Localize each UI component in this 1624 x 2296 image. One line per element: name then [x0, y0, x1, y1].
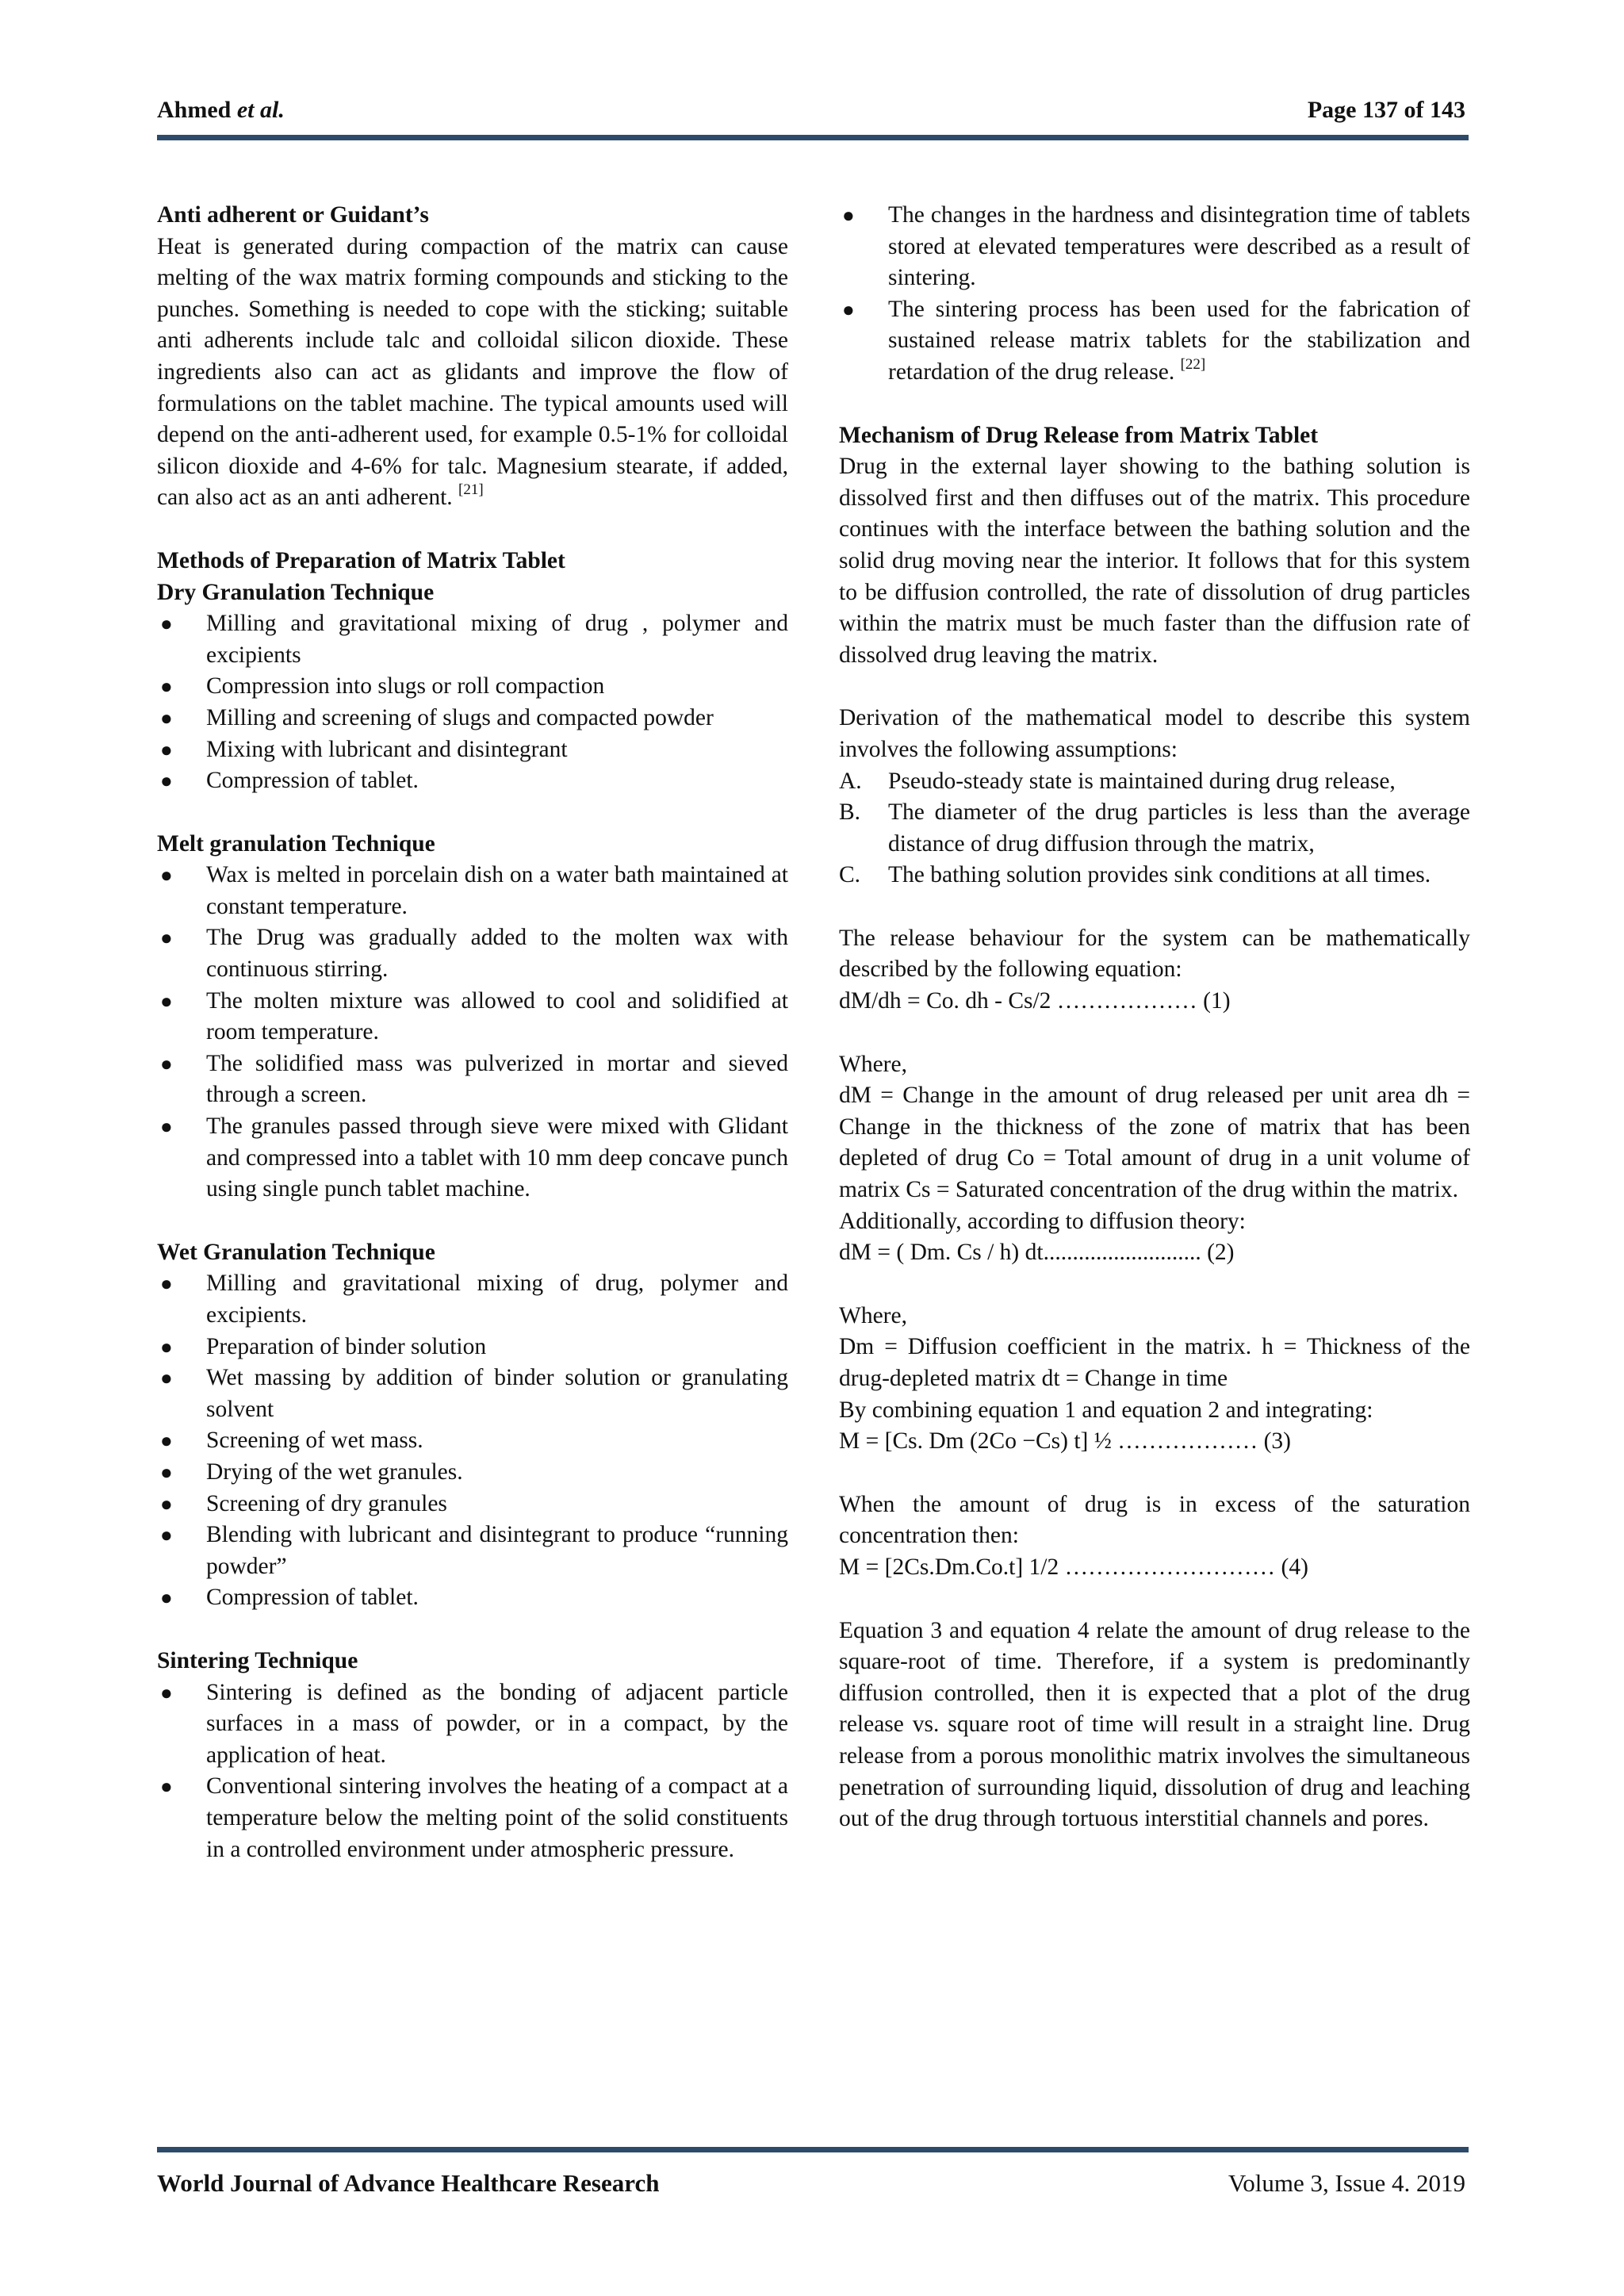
mechanism-heading: Mechanism of Drug Release from Matrix Tablet: [839, 422, 1319, 448]
list-item: ● Milling and gravitational mixing of drug , polymer and excipients: [157, 608, 788, 671]
sintering-heading: Sintering Technique: [157, 1647, 358, 1673]
wet-granulation-heading: Wet Granulation Technique: [157, 1239, 435, 1265]
list-item: ● Compression of tablet.: [157, 765, 788, 797]
list-item: ● The granules passed through sieve were mixed with Glidant and compressed into a tablet with 10 mm deep concave punch using single punch tablet machine.: [157, 1111, 788, 1205]
where-definitions: Dm = Diffusion coefficient in the matrix. h = Thickness of the drug-depleted matrix dt = Change in time: [839, 1334, 1470, 1391]
anti-adherent-heading: Anti adherent or Guidant’s: [157, 202, 429, 228]
page-footer: [157, 2169, 1469, 2204]
list-item: ● Preparation of binder solution: [157, 1332, 788, 1363]
sintering-list: [157, 1677, 788, 1866]
bullet-icon: ●: [160, 1775, 173, 1799]
where-definitions: dM = Change in the amount of drug released per unit area dh = Change in the thickness of the zone of matrix that has been depleted of drug Co = Total amount of drug in a unit volume of matrix Cs = Saturated concentration of the drug within the matrix.: [839, 1083, 1470, 1203]
combine-text: By combining equation 1 and equation 2 and integrating:: [839, 1397, 1373, 1423]
bullet-icon: ●: [160, 1524, 173, 1547]
list-item: ● Blending with lubricant and disintegrant to produce “running powder”: [157, 1520, 788, 1582]
list-item: ● The solidified mass was pulverized in mortar and sieved through a screen.: [157, 1048, 788, 1111]
list-item: ● The Drug was gradually added to the molten wax with continuous stirring.: [157, 922, 788, 985]
bullet-icon: ●: [160, 1115, 173, 1139]
list-item: C. The bathing solution provides sink conditions at all times.: [839, 862, 1431, 888]
derivation-intro: Derivation of the mathematical model to describe this system involves the following assumptions:: [839, 705, 1470, 762]
list-item: B. The diameter of the drug particles is less than the average distance of drug diffusion through the matrix,: [839, 799, 1470, 857]
assumptions-list: [839, 766, 1470, 891]
where-label: Where,: [839, 1302, 907, 1328]
equation-3: M = [Cs. Dm (2Co −Cs) t] ½ ……………… (3): [839, 1428, 1292, 1455]
author-name: Ahmed: [157, 97, 237, 123]
list-item: ● The molten mixture was allowed to cool and solidified at room temperature.: [157, 986, 788, 1048]
bullet-icon: ●: [160, 1335, 173, 1359]
list-item: A. Pseudo-steady state is maintained during drug release,: [839, 768, 1396, 794]
list-item: ● Wet massing by addition of binder solution or granulating solvent: [157, 1363, 788, 1425]
header-rule: [157, 135, 1469, 140]
equation-1: dM/dh = Co. dh - Cs/2 ……………… (1): [839, 988, 1231, 1014]
where-label: Where,: [839, 1051, 907, 1077]
list-item: ● Compression into slugs or roll compaction: [157, 671, 788, 703]
melt-granulation-list: [157, 860, 788, 1205]
volume-issue: Volume 3, Issue 4. 2019: [1228, 2169, 1465, 2197]
bullet-icon: ●: [160, 1429, 173, 1453]
release-paragraph: The release behaviour for the system can be mathematically described by the following equation:: [839, 925, 1470, 983]
bullet-icon: ●: [842, 297, 855, 321]
bullet-icon: ●: [160, 675, 173, 699]
bullet-icon: ●: [160, 738, 173, 761]
bullet-icon: ●: [160, 706, 173, 730]
list-item: ● Mixing with lubricant and disintegrant: [157, 734, 788, 766]
final-paragraph: Equation 3 and equation 4 relate the amount of drug release to the square-root of time. Therefore, if a system is predominantly diffusion controlled, then it is expected that a plot of the drug release vs. square root of time will result in a straight line. Drug release from a porous monolithic matrix involves the simultaneous penetration of surrounding liquid, dissolution of drug and leaching out of the drug through tortuous interstitial channels and pores.: [839, 1617, 1470, 1832]
bullet-icon: ●: [160, 989, 173, 1013]
bullet-icon: ●: [842, 204, 855, 227]
bullet-icon: ●: [160, 1460, 173, 1484]
equation-2: dM = ( Dm. Cs / h) dt........................... (2): [839, 1240, 1235, 1266]
bullet-icon: ●: [160, 1366, 173, 1390]
list-item: ● Conventional sintering involves the heating of a compact at a temperature below the melting point of the solid constituents in a controlled environment under atmospheric pressure.: [157, 1771, 788, 1865]
left-column: [157, 200, 788, 1865]
page-number: Page 137 of 143: [1307, 97, 1465, 123]
anti-adherent-paragraph: Heat is generated during compaction of the matrix can cause melting of the wax matrix forming compounds and sticking to the punches. Something is needed to cope with the sticking; suitable anti adherents include talc and colloidal silicon dioxide. These ingredients also can act as glidants and improve the flow of formulations on the tablet machine. The typical amounts used will depend on the anti-adherent used, for example 0.5-1% for colloidal silicon dioxide and 4-6% for talc. Magnesium stearate, if added, can also act as an anti adherent. [21]: [157, 233, 788, 511]
bullet-icon: ●: [160, 769, 173, 793]
list-item: ● The changes in the hardness and disintegration time of tablets stored at elevated temperatures were described as a result of sintering.: [839, 200, 1470, 294]
list-item: ● Compression of tablet.: [157, 1582, 788, 1614]
melt-granulation-heading: Melt granulation Technique: [157, 830, 435, 857]
list-item: ● Milling and gravitational mixing of drug, polymer and excipients.: [157, 1268, 788, 1331]
author-etal: et al.: [236, 97, 285, 123]
wet-granulation-list: [157, 1268, 788, 1614]
equation-4: M = [2Cs.Dm.Co.t] 1/2 ……………………… (4): [839, 1554, 1308, 1580]
list-item: ● Milling and screening of slugs and compacted powder: [157, 703, 788, 734]
list-item: ● The sintering process has been used for the fabrication of sustained release matrix tablets for the stabilization and retardation of the drug release. [22]: [839, 294, 1470, 389]
dry-granulation-heading: Dry Granulation Technique: [157, 579, 435, 605]
list-item: ● Drying of the wet granules.: [157, 1457, 788, 1489]
excess-paragraph: When the amount of drug is in excess of the saturation concentration then:: [839, 1491, 1470, 1549]
sintering-list-continued: [839, 200, 1470, 389]
bullet-icon: ●: [160, 926, 173, 950]
running-author: [157, 97, 285, 124]
list-item: ● Sintering is defined as the bonding of adjacent particle surfaces in a mass of powder, or in a compact, by the application of heat.: [157, 1677, 788, 1772]
bullet-icon: ●: [160, 1586, 173, 1610]
methods-heading: Methods of Preparation of Matrix Tablet: [157, 547, 565, 573]
list-item: ● Wax is melted in porcelain dish on a water bath maintained at constant temperature.: [157, 860, 788, 922]
dry-granulation-list: [157, 608, 788, 797]
journal-name: World Journal of Advance Healthcare Research: [157, 2169, 660, 2197]
bullet-icon: ●: [160, 1681, 173, 1704]
bullet-icon: ●: [160, 1272, 173, 1296]
list-item: ● Screening of wet mass.: [157, 1425, 788, 1457]
right-column: [839, 200, 1470, 1835]
diffusion-theory-text: Additionally, according to diffusion theory:: [839, 1208, 1246, 1234]
footer-rule: [157, 2147, 1469, 2152]
mechanism-paragraph: Drug in the external layer showing to the bathing solution is dissolved first and then diffuses out of the matrix. This procedure continues with the interface between the bathing solution and the solid drug moving near the interior. It follows that for this system to be diffusion controlled, the rate of dissolution of drug particles within the matrix must be much faster than the diffusion rate of dissolved drug leaving the matrix.: [839, 454, 1470, 668]
list-item: ● Screening of dry granules: [157, 1489, 788, 1520]
citation: [22]: [1180, 355, 1206, 373]
bullet-icon: ●: [160, 1052, 173, 1075]
bullet-icon: ●: [160, 1492, 173, 1516]
citation: [21]: [458, 481, 484, 499]
bullet-icon: ●: [160, 864, 173, 887]
page-header: [157, 97, 1469, 132]
bullet-icon: ●: [160, 612, 173, 636]
